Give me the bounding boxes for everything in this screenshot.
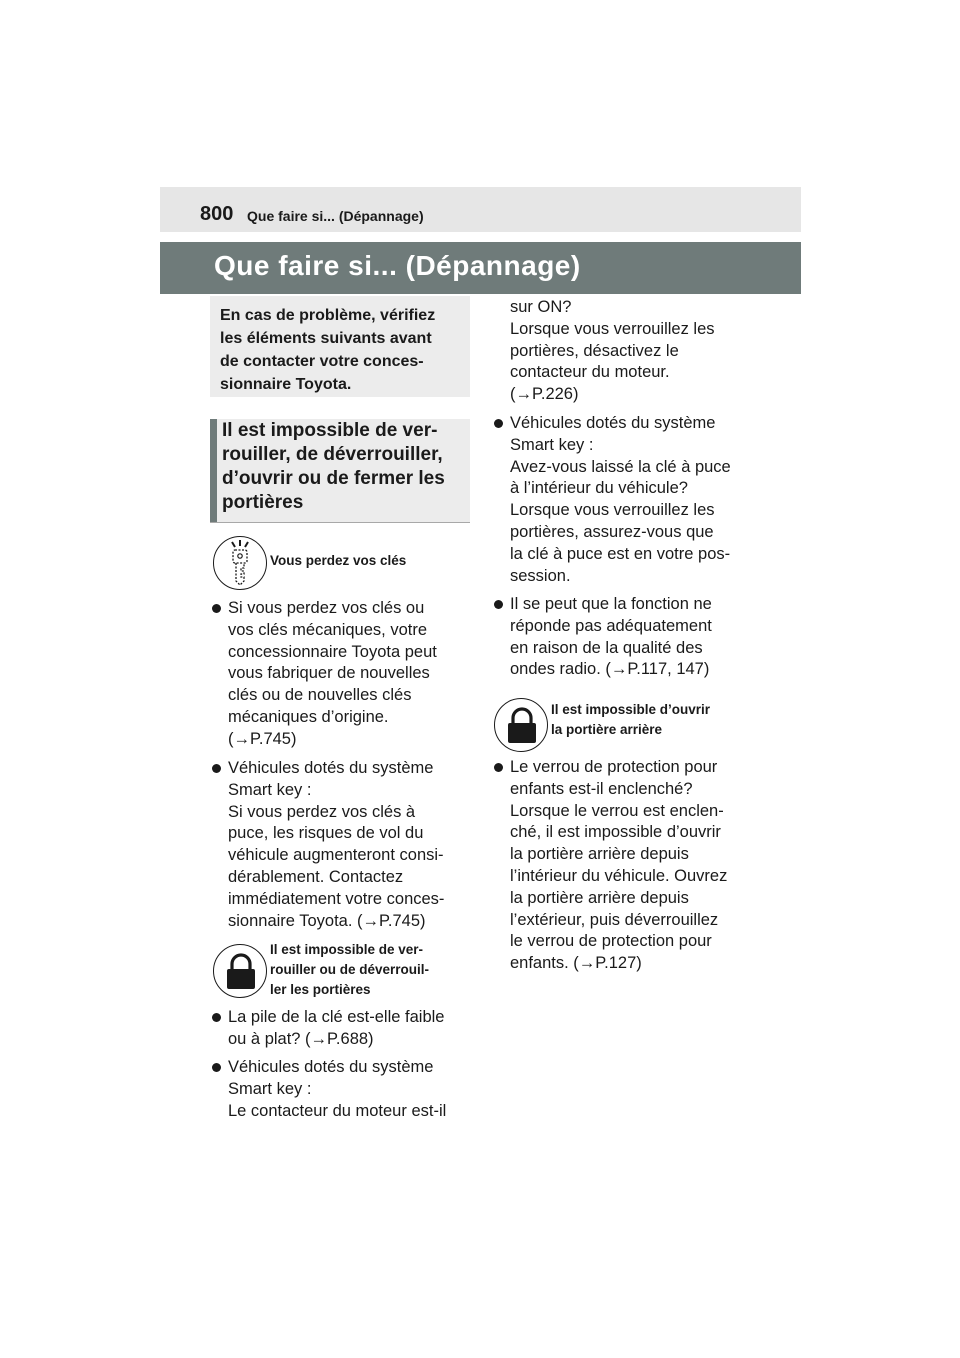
bullet-dot [212, 1013, 221, 1022]
list-item: Véhicules dotés du système Smart key : Le contacteur du moteur est-il [212, 1057, 470, 1122]
subsection-heading: Il est impossible de ver- rouiller, de déverrouiller, d’ouvrir ou de fermer les portières [222, 420, 445, 513]
bullet-dot [212, 764, 221, 773]
list-item: Véhicules dotés du système Smart key : Si vous perdez vos clés à puce, les risques de vol du véhicule augmenteront consi- dérablement. Contactez immédiatement votre conces- sionnaire Toyota. (→P.745) [212, 758, 470, 932]
subsection-accent-bar [210, 419, 217, 522]
list-item: Il se peut que la fonction ne réponde pas adéquatement en raison de la qualité des ondes radio. (→P.117, 147) [494, 594, 764, 681]
rear-door-label: Il est impossible d’ouvrir la portière arrière [551, 702, 711, 737]
continuation-text: sur ON? Lorsque vous verrouillez les portières, désactivez le contacteur du moteur. (→P.226) [510, 298, 715, 404]
list-item: Si vous perdez vos clés ou vos clés mécaniques, votre concessionnaire Toyota peut vous fabriquer de nouvelles clés ou de nouvelles clés mécaniques d’origine. (→P.745) [212, 598, 470, 751]
bullet-dot [494, 419, 503, 428]
list-item: Véhicules dotés du système Smart key : Avez-vous laissé la clé à puce à l’intérieur du véhicule? Lorsque vous verrouillez les portières, assurez-vous que la clé à puce est en votre pos- session. [494, 413, 764, 587]
key-icon [213, 536, 267, 590]
lock-icon [213, 944, 267, 998]
list-item: Le verrou de protection pour enfants est-il enclenché? Lorsque le verrou est enclen- ché, il est impossible d’ouvrir la portière arrière depuis l’intérieur du véhicule. Ouvrez la portière arrière depuis l’extérieur, puis déverrouillez le verrou de protection pour enfants. (→P.127) [494, 757, 764, 975]
list-item: La pile de la clé est-elle faible ou à plat? (→P.688) [212, 1007, 470, 1051]
page-number: 800 [200, 203, 234, 225]
running-title: Que faire si... (Dépannage) [247, 208, 424, 224]
bullet-dot [212, 1063, 221, 1072]
section-title: Que faire si... (Dépannage) [214, 250, 581, 281]
cannot-lock-label: Il est impossible de ver- rouiller ou de déverrouil- ler les portières [270, 942, 430, 997]
bullet-dot [494, 763, 503, 772]
bullet-dot [212, 604, 221, 613]
lock-icon [494, 698, 548, 752]
intro-text: En cas de problème, vérifiez les éléments suivants avant de contacter votre conces- sionnaire Toyota. [220, 307, 436, 393]
bullet-dot [494, 600, 503, 609]
lost-keys-label: Vous perdez vos clés [270, 553, 407, 568]
